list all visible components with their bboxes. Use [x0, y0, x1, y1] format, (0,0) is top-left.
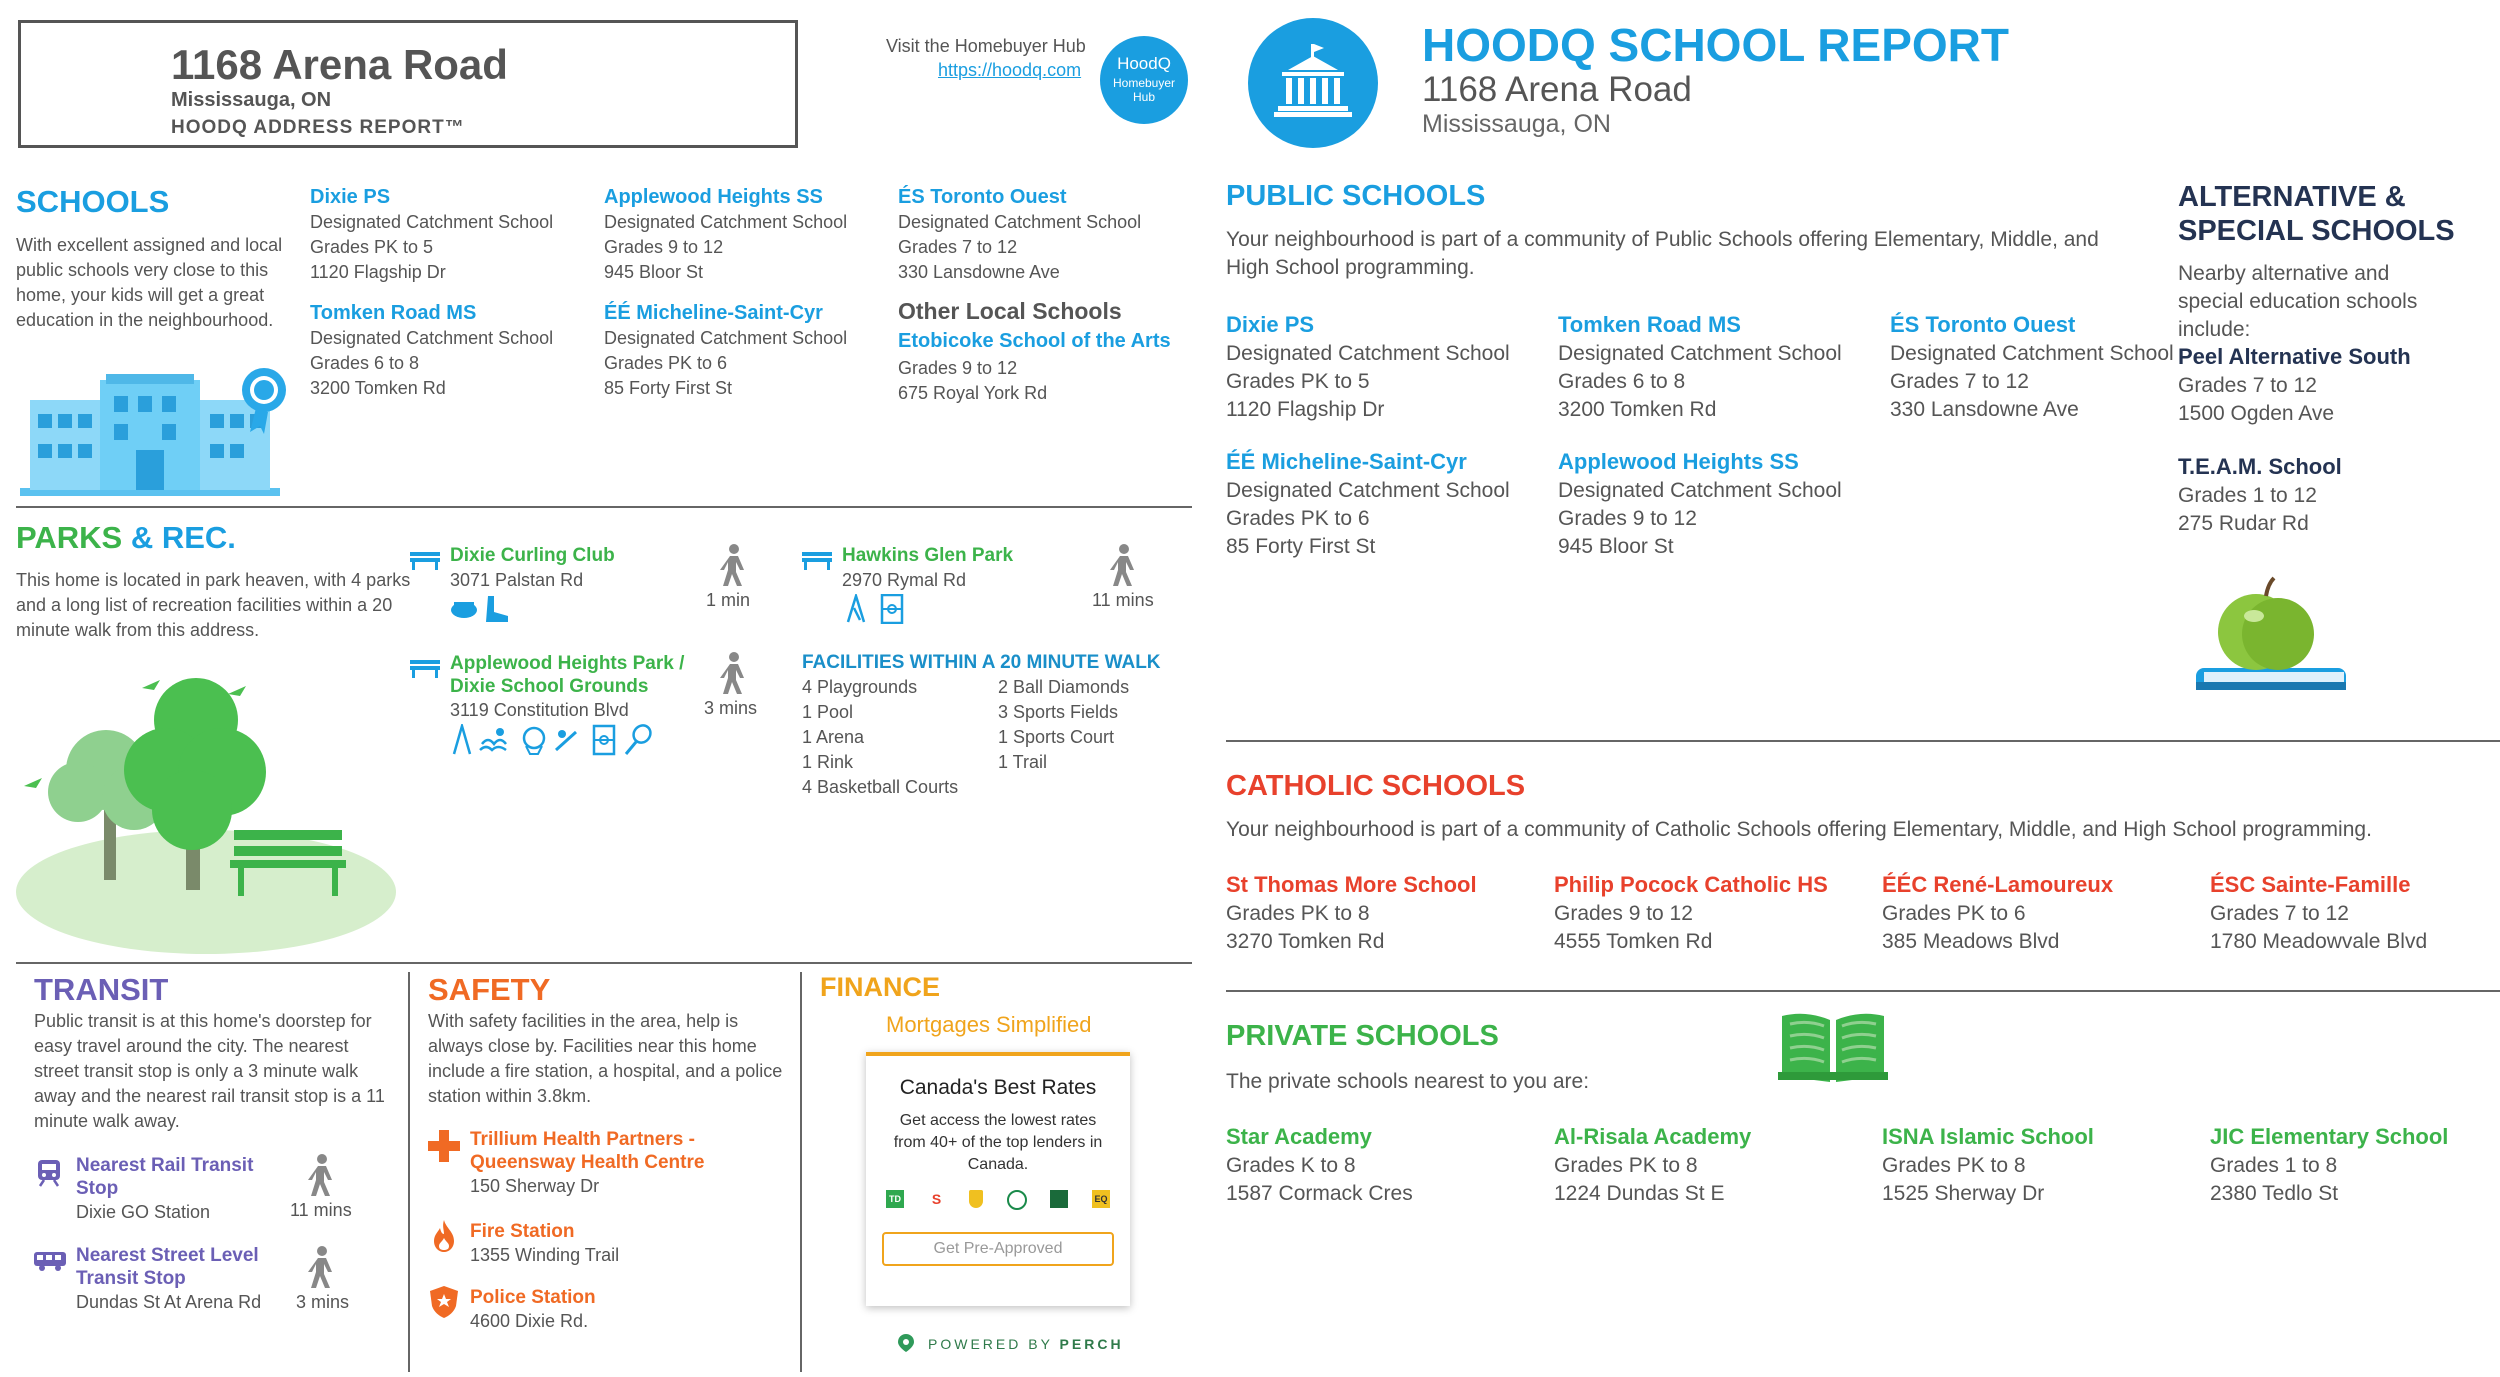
- other-local-schools: [898, 296, 1171, 406]
- school-grades: Grades 7 to 12: [898, 237, 1018, 257]
- hospital-name-line1[interactable]: Trillium Health Partners -: [470, 1129, 695, 1150]
- school-name[interactable]: Applewood Heights SS: [1558, 449, 1799, 474]
- school-address: 85 Forty First St: [604, 378, 733, 398]
- school-address: 85 Forty First St: [1226, 535, 1376, 558]
- school-type: Designated Catchment School: [1890, 342, 2174, 365]
- school-item-micheline: [604, 300, 847, 401]
- park-name-line2[interactable]: Dixie School Grounds: [450, 676, 649, 697]
- private-schools-desc: The private schools nearest to you are:: [1226, 1070, 1590, 1093]
- school-type: Designated Catchment School: [1558, 479, 1842, 502]
- card-title: Canada's Best Rates: [899, 1076, 1097, 1099]
- divider: [1226, 990, 2500, 992]
- mortgage-card: [866, 1052, 1130, 1306]
- rbc-logo-icon: [969, 1190, 983, 1208]
- facilities-title: FACILITIES WITHIN A 20 MINUTE WALK: [802, 652, 1161, 673]
- rail-transit-stop: [76, 1154, 253, 1225]
- walk-time: 11 mins: [1092, 590, 1154, 610]
- school-grades: Grades 9 to 12: [898, 358, 1018, 378]
- school-address: 4555 Tomken Rd: [1554, 930, 1713, 953]
- park-address: 2970 Rymal Rd: [842, 570, 967, 590]
- cibc-logo-icon: [1050, 1190, 1068, 1208]
- powered-by: [928, 1336, 1124, 1352]
- school-name[interactable]: ISNA Islamic School: [1882, 1124, 2094, 1149]
- school-grades: Grades PK to 8: [1882, 1154, 2026, 1177]
- divider: [800, 972, 802, 1372]
- walk-time: 3 mins: [704, 698, 758, 718]
- public-school-applewood: [1558, 447, 1842, 561]
- school-item-dixie: [310, 184, 553, 285]
- walk-time: 3 mins: [296, 1292, 350, 1312]
- park-name-line1[interactable]: Applewood Heights Park /: [450, 653, 685, 674]
- divider: [1226, 740, 2500, 742]
- curling-icon: [450, 594, 520, 624]
- visit-hub-label: Visit the Homebuyer Hub: [886, 36, 1086, 56]
- street-transit-stop: [76, 1244, 261, 1315]
- facility-item: 1 Sports Court: [998, 727, 1115, 747]
- school-address: 3270 Tomken Rd: [1226, 930, 1385, 953]
- school-grades: Grades PK to 6: [1226, 507, 1370, 530]
- safety-title: SAFETY: [428, 972, 551, 1007]
- police-station-name[interactable]: Police Station: [470, 1287, 596, 1308]
- facility-item: 1 Rink: [802, 752, 854, 772]
- school-item-tomken: [310, 300, 553, 401]
- apple-on-book-icon: [2190, 576, 2360, 702]
- school-address: 1525 Sherway Dr: [1882, 1182, 2045, 1205]
- street-title-line2[interactable]: Transit Stop: [76, 1268, 186, 1289]
- school-grades: Grades PK to 5: [1226, 370, 1370, 393]
- alternative-title-line2: SPECIAL SCHOOLS: [2178, 215, 2455, 247]
- school-address: 3200 Tomken Rd: [1558, 398, 1717, 421]
- school-name[interactable]: ÉÉC René-Lamoureux: [1882, 872, 2114, 897]
- hospital-cross-icon: [428, 1130, 460, 1162]
- school-name[interactable]: St Thomas More School: [1226, 872, 1477, 897]
- scotiabank-logo-icon: S: [931, 1191, 942, 1207]
- police-station-item: [470, 1286, 596, 1334]
- schools-title: SCHOOLS: [16, 184, 170, 219]
- catholic-schools-desc: Your neighbourhood is part of a community of Catholic Schools offering Elementary, Middle, and High School programming.: [1226, 818, 2372, 841]
- header-city: Mississauga, ON: [171, 89, 332, 111]
- facility-item: 1 Pool: [802, 702, 854, 722]
- school-name[interactable]: ÉÉ Micheline-Saint-Cyr: [1226, 449, 1467, 474]
- eq-bank-logo-icon: EQ: [1092, 1190, 1110, 1208]
- school-grades: Grades 7 to 12: [2210, 902, 2349, 925]
- school-grades: Grades PK to 6: [604, 353, 728, 373]
- public-school-toronto-ouest: [1890, 310, 2174, 424]
- walking-icon: [1110, 544, 1136, 588]
- street-title-line1[interactable]: Nearest Street Level: [76, 1245, 259, 1266]
- alternative-title-line1: ALTERNATIVE &: [2178, 181, 2406, 213]
- divider: [408, 972, 410, 1372]
- school-address: 1120 Flagship Dr: [1226, 398, 1385, 421]
- rail-title-line2[interactable]: Stop: [76, 1178, 119, 1199]
- school-address: 1224 Dundas St E: [1554, 1182, 1725, 1205]
- finance-subtitle: Mortgages Simplified: [886, 1012, 1092, 1037]
- school-name[interactable]: Dixie PS: [1226, 312, 1315, 337]
- school-name[interactable]: Tomken Road MS: [1558, 312, 1741, 337]
- bench-icon: [410, 548, 440, 570]
- school-type: Designated Catchment School: [898, 212, 1142, 232]
- playground-icon: [846, 594, 906, 624]
- fire-station-name[interactable]: Fire Station: [470, 1221, 575, 1242]
- school-grades: Grades 9 to 12: [1558, 507, 1697, 530]
- rail-station-name: Dixie GO Station: [76, 1202, 211, 1222]
- school-name[interactable]: ÉSC Sainte-Famille: [2210, 872, 2411, 897]
- school-address: 1500 Ogden Ave: [2178, 402, 2335, 425]
- school-address: 330 Lansdowne Ave: [898, 262, 1060, 282]
- facility-item: 1 Arena: [802, 727, 865, 747]
- homebuyer-hub-badge[interactable]: [1100, 36, 1188, 124]
- school-item-applewood: [604, 184, 847, 285]
- visit-hub-link[interactable]: https://hoodq.com: [938, 60, 1082, 80]
- transit-desc: Public transit is at this home's doorstep for easy travel around the city. The nearest street transit stop is only a 3 minute walk away and the nearest rail transit stop is a 11 minute walk away.: [34, 1011, 385, 1131]
- alternative-desc: Nearby alternative and special education schools include:: [2178, 262, 2418, 341]
- school-type: Designated Catchment School: [604, 212, 848, 232]
- catholic-school-st-thomas: [1226, 870, 1477, 956]
- school-grades: Grades 6 to 8: [1558, 370, 1686, 393]
- facilities-right-list: [998, 675, 1129, 775]
- facilities-left-list: [802, 675, 958, 800]
- parks-title-word: PARKS: [16, 520, 123, 555]
- catholic-school-sainte-famille: [2210, 870, 2427, 956]
- school-name[interactable]: Peel Alternative South: [2178, 344, 2411, 369]
- walking-icon: [720, 544, 746, 588]
- school-item-toronto-ouest: [898, 184, 1141, 285]
- alternative-school-peel: [2178, 342, 2411, 428]
- facility-item: 4 Playgrounds: [802, 677, 918, 697]
- school-type: Designated Catchment School: [1558, 342, 1842, 365]
- hospital-item: [470, 1128, 704, 1199]
- parks-desc: This home is located in park heaven, with 4 parks and a long list of recreation facilities within a 20 minute walk from this address.: [16, 570, 411, 640]
- school-name[interactable]: Philip Pocock Catholic HS: [1554, 872, 1828, 897]
- rail-title-line1[interactable]: Nearest Rail Transit: [76, 1155, 254, 1176]
- catholic-school-rene-lamoureux: [1882, 870, 2113, 956]
- school-type: Designated Catchment School: [1226, 342, 1510, 365]
- public-schools-desc: Your neighbourhood is part of a community of Public Schools offering Elementary, Middle, and High School programming.: [1226, 228, 2099, 279]
- report-city: Mississauga, ON: [1422, 110, 1611, 138]
- hospital-address: 150 Sherway Dr: [470, 1176, 600, 1196]
- school-grades: Grades K to 8: [1226, 1154, 1356, 1177]
- park-item-hawkins: [842, 544, 1013, 593]
- public-school-dixie: [1226, 310, 1510, 424]
- report-title: HOODQ SCHOOL REPORT: [1422, 19, 2009, 71]
- walk-time: 11 mins: [290, 1200, 352, 1220]
- perch-logo-icon: [898, 1334, 914, 1352]
- school-address: 1120 Flagship Dr: [310, 262, 446, 282]
- school-grades: Grades 9 to 12: [604, 237, 724, 257]
- police-station-address: 4600 Dixie Rd.: [470, 1311, 589, 1331]
- school-grades: Grades 1 to 12: [2178, 484, 2317, 507]
- bus-icon: [34, 1250, 66, 1272]
- park-name[interactable]: Hawkins Glen Park: [842, 545, 1014, 566]
- school-type: Designated Catchment School: [310, 212, 554, 232]
- public-schools-title: PUBLIC SCHOOLS: [1226, 180, 1486, 212]
- school-grades: Grades 7 to 12: [2178, 374, 2317, 397]
- park-name[interactable]: Dixie Curling Club: [450, 545, 615, 566]
- alternative-title: [2178, 180, 2455, 248]
- school-address: 675 Royal York Rd: [898, 383, 1048, 403]
- bench-icon: [802, 548, 832, 570]
- facility-icons: [452, 724, 662, 756]
- school-name[interactable]: Applewood Heights SS: [604, 186, 823, 208]
- private-schools-title: PRIVATE SCHOOLS: [1226, 1020, 1499, 1052]
- schools-desc: With excellent assigned and local public schools very close to this home, your kids will get a great education in the neighbourhood.: [16, 235, 283, 330]
- fire-station-item: [470, 1220, 619, 1268]
- private-school-al-risala: [1554, 1122, 1751, 1208]
- report-address: 1168 Arena Road: [1422, 70, 1692, 109]
- police-badge-icon: [430, 1286, 458, 1318]
- school-address: 3200 Tomken Rd: [310, 378, 446, 398]
- school-name[interactable]: Dixie PS: [310, 186, 391, 208]
- school-grades: Grades 1 to 8: [2210, 1154, 2338, 1177]
- badge-line3: Hub: [1132, 90, 1155, 104]
- school-building-logo-icon: [1248, 18, 1378, 148]
- school-name[interactable]: ÉS Toronto Ouest: [1890, 312, 2076, 337]
- facility-item: 2 Ball Diamonds: [998, 677, 1130, 697]
- walking-icon: [308, 1246, 334, 1290]
- school-grades: Grades 7 to 12: [1890, 370, 2029, 393]
- school-name[interactable]: T.E.A.M. School: [2178, 454, 2342, 479]
- badge-line1: HoodQ: [1117, 54, 1171, 73]
- school-address: 385 Meadows Blvd: [1882, 930, 2060, 953]
- school-type: Designated Catchment School: [1226, 479, 1510, 502]
- open-book-icon: [1778, 1006, 1888, 1086]
- fire-station-address: 1355 Winding Trail: [470, 1245, 620, 1265]
- school-address: 330 Lansdowne Ave: [1890, 398, 2079, 421]
- school-address: 945 Bloor St: [604, 262, 704, 282]
- school-grades: Grades PK to 5: [310, 237, 434, 257]
- park-item-curling: [450, 544, 615, 593]
- facility-item: 3 Sports Fields: [998, 702, 1119, 722]
- finance-title: FINANCE: [820, 972, 940, 1002]
- school-name[interactable]: Al-Risala Academy: [1554, 1124, 1752, 1149]
- other-schools-title: Other Local Schools: [898, 298, 1122, 324]
- bmo-logo-icon: [1007, 1190, 1027, 1210]
- public-school-micheline: [1226, 447, 1510, 561]
- header-report-label: HOODQ ADDRESS REPORT™: [171, 117, 465, 138]
- park-address: 3071 Palstan Rd: [450, 570, 584, 590]
- walk-time: 1 min: [706, 590, 751, 610]
- park-address: 3119 Constitution Blvd: [450, 700, 629, 720]
- school-name[interactable]: Etobicoke School of the Arts: [898, 330, 1171, 352]
- parks-title: [16, 520, 236, 556]
- school-address: 945 Bloor St: [1558, 535, 1674, 558]
- school-grades: Grades PK to 8: [1554, 1154, 1698, 1177]
- bench-icon: [410, 656, 440, 678]
- badge-line2: Homebuyer: [1112, 76, 1176, 90]
- school-name[interactable]: JIC Elementary School: [2210, 1124, 2449, 1149]
- divider: [16, 962, 1192, 964]
- rec-title-word: & REC.: [130, 520, 236, 555]
- school-building-icon: [20, 360, 290, 500]
- transit-title: TRANSIT: [34, 972, 169, 1007]
- safety-desc: With safety facilities in the area, help is always close by. Facilities near this home include a fire station, a hospital, and a police station within 3.8km.: [428, 1011, 783, 1106]
- get-pre-approved-button[interactable]: Get Pre-Approved: [882, 1232, 1114, 1266]
- school-address: 2380 Tedlo St: [2210, 1182, 2339, 1205]
- facility-item: 4 Basketball Courts: [802, 777, 959, 797]
- school-address: 1587 Cormack Cres: [1226, 1182, 1413, 1205]
- school-grades: Grades PK to 8: [1226, 902, 1370, 925]
- hospital-name-line2[interactable]: Queensway Health Centre: [470, 1152, 705, 1173]
- powered-label: POWERED BY: [928, 1336, 1053, 1352]
- address-header-box: [18, 20, 798, 148]
- private-school-jic: [2210, 1122, 2448, 1208]
- school-address: 1780 Meadowvale Blvd: [2210, 930, 2428, 953]
- walking-icon: [308, 1154, 334, 1198]
- fire-icon: [432, 1220, 456, 1252]
- school-grades: Grades PK to 6: [1882, 902, 2026, 925]
- school-name[interactable]: ÉÉ Micheline-Saint-Cyr: [604, 302, 823, 324]
- school-type: Designated Catchment School: [310, 328, 554, 348]
- school-grades: Grades 6 to 8: [310, 353, 420, 373]
- card-desc: Get access the lowest rates from 40+ of the top lenders in Canada.: [893, 1112, 1103, 1173]
- school-address: 275 Rudar Rd: [2178, 512, 2309, 535]
- park-illustration-icon: [16, 660, 406, 960]
- alternative-school-team: [2178, 452, 2342, 538]
- street-stop-name: Dundas St At Arena Rd: [76, 1292, 262, 1312]
- public-school-tomken: [1558, 310, 1842, 424]
- private-school-star: [1226, 1122, 1413, 1208]
- walking-icon: [720, 652, 746, 696]
- catholic-school-philip-pocock: [1554, 870, 1828, 956]
- school-type: Designated Catchment School: [604, 328, 848, 348]
- td-logo-icon: TD: [886, 1190, 904, 1208]
- catholic-schools-title: CATHOLIC SCHOOLS: [1226, 770, 1526, 802]
- divider: [16, 506, 1192, 508]
- lender-logos: [886, 1190, 1110, 1210]
- school-grades: Grades 9 to 12: [1554, 902, 1693, 925]
- header-address: 1168 Arena Road: [171, 41, 508, 88]
- school-name[interactable]: Tomken Road MS: [310, 302, 477, 324]
- school-name[interactable]: ÉS Toronto Ouest: [898, 186, 1067, 208]
- school-name[interactable]: Star Academy: [1226, 1124, 1372, 1149]
- park-item-applewood: [450, 652, 684, 723]
- train-icon: [36, 1158, 62, 1188]
- perch-brand: PERCH: [1059, 1336, 1124, 1352]
- private-school-isna: [1882, 1122, 2094, 1208]
- facility-item: 1 Trail: [998, 752, 1048, 772]
